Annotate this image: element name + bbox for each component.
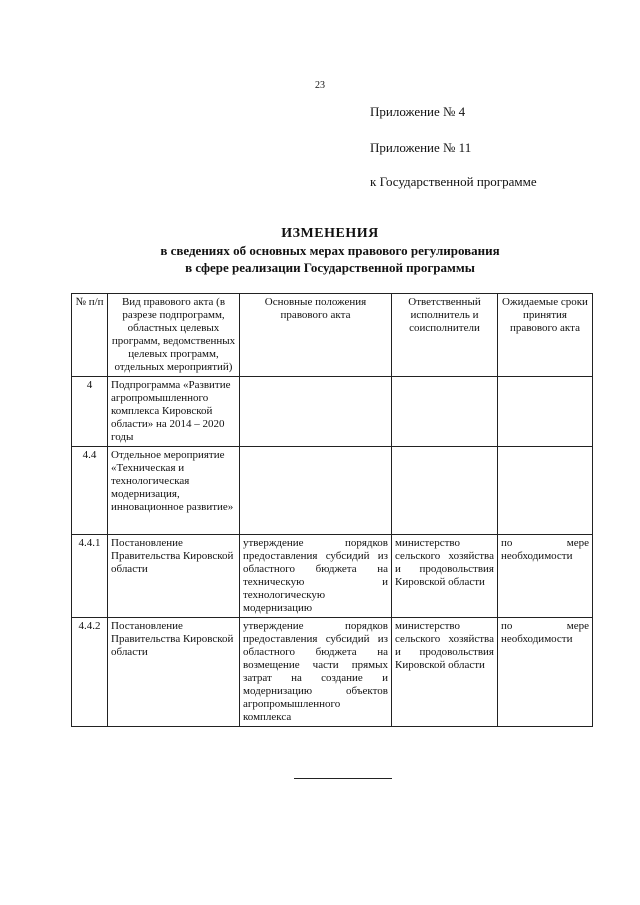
page-number: 23 bbox=[315, 80, 325, 91]
row-executor bbox=[392, 447, 498, 535]
header-executor: Ответственный исполнитель и соисполнители bbox=[392, 294, 498, 377]
header-act-type: Вид правового акта (в разрезе подпрограмм, областных целевых программ, ведомственных целевых программ, отдельных мероприятий) bbox=[108, 294, 240, 377]
row-number: 4.4 bbox=[72, 447, 108, 535]
row-deadline bbox=[498, 377, 593, 447]
table-row bbox=[72, 618, 593, 727]
row-number: 4 bbox=[72, 377, 108, 447]
title-line-2: в сведениях об основных мерах правового регулирования bbox=[160, 243, 500, 258]
table-row bbox=[72, 535, 593, 618]
appendix-line-3: к Государственной программе bbox=[370, 174, 537, 189]
row-deadline: по мере необходимости bbox=[498, 618, 593, 727]
row-act-type: Отдельное мероприятие «Техническая и технологическая модернизация, инновационное развитие» bbox=[108, 447, 240, 535]
closing-rule bbox=[294, 778, 392, 779]
header-deadline: Ожидаемые сроки принятия правового акта bbox=[498, 294, 593, 377]
row-executor: министерство сельского хозяйства и продовольствия Кировской области bbox=[392, 535, 498, 618]
row-executor: министерство сельского хозяйства и продовольствия Кировской области bbox=[392, 618, 498, 727]
header-number: № п/п bbox=[72, 294, 108, 377]
title-line-3: в сфере реализации Государственной программы bbox=[185, 260, 475, 275]
title-heading: ИЗМЕНЕНИЯ bbox=[281, 226, 379, 241]
table-row bbox=[72, 377, 593, 447]
row-provisions bbox=[240, 447, 392, 535]
row-act-type: Постановление Правительства Кировской области bbox=[108, 618, 240, 727]
table-row bbox=[72, 447, 593, 535]
row-deadline: по мере необходимости bbox=[498, 535, 593, 618]
row-number: 4.4.1 bbox=[72, 535, 108, 618]
header-provisions: Основные положения правового акта bbox=[240, 294, 392, 377]
row-act-type: Постановление Правительства Кировской области bbox=[108, 535, 240, 618]
row-provisions: утверждение порядков предоставления субсидий из областного бюджета на возмещение части прямых затрат на создание и модернизацию объектов агропромышленного комплекса bbox=[240, 618, 392, 727]
row-provisions: утверждение порядков предоставления субсидий из областного бюджета на техническую и технологическую модернизацию bbox=[240, 535, 392, 618]
row-provisions bbox=[240, 377, 392, 447]
row-number: 4.4.2 bbox=[72, 618, 108, 727]
row-executor bbox=[392, 377, 498, 447]
row-deadline bbox=[498, 447, 593, 535]
appendix-line-2: Приложение № 11 bbox=[370, 140, 472, 155]
table-header-row bbox=[72, 294, 593, 377]
document-title bbox=[0, 226, 640, 276]
measures-table bbox=[71, 293, 593, 727]
row-act-type: Подпрограмма «Развитие агропромышленного комплекса Кировской области» на 2014 – 2020 годы bbox=[108, 377, 240, 447]
appendix-line-1: Приложение № 4 bbox=[370, 104, 466, 119]
